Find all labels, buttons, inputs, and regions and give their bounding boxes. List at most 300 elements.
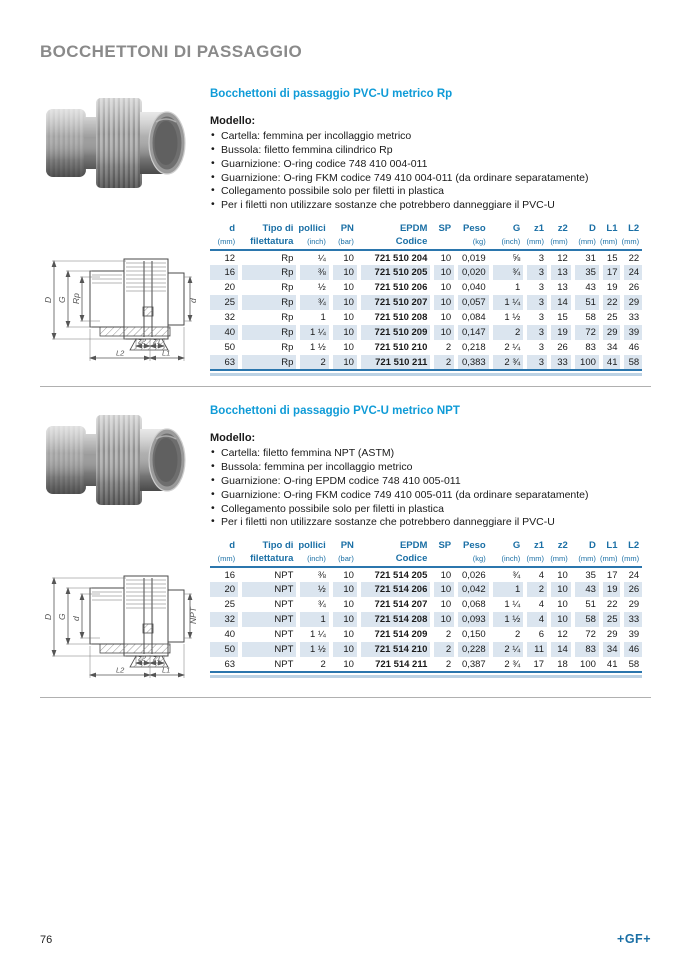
data-cell: 0,387 [454,657,489,672]
page-number: 76 [40,934,53,946]
data-cell: 2 [489,325,524,340]
data-cell: 33 [620,612,642,627]
article-code-cell: 721 514 209 [374,629,428,641]
dim-label-D: D [43,614,53,621]
column-subheader [430,552,454,567]
data-cell: ¼ [317,252,326,264]
data-cell: 0,040 [461,282,486,294]
column-subheader: (bar) [329,552,357,567]
data-cell: 15 [557,312,568,324]
article-code-cell: 721 510 206 [374,282,428,294]
column-subheader: (mm) [210,552,238,567]
column-subheader: (inch) [296,235,328,250]
column-subheader: (mm) [523,235,547,250]
data-cell: 1 [296,612,328,627]
table-row [210,280,642,295]
data-cell: 2 ¾ [489,355,524,370]
data-cell: 3 [523,265,547,280]
data-cell: 1 ½ [504,312,521,324]
data-cell: 0,020 [454,265,489,280]
data-cell: 1 ½ [296,642,328,657]
column-header: PN [340,223,354,235]
data-cell: 2 ¼ [504,342,521,354]
table-row [210,657,642,672]
column-header: L2 [628,223,640,235]
data-cell: 3 [538,252,545,264]
data-cell: 3 [523,325,547,340]
data-cell: 63 [210,657,238,672]
column-subheader: (mm) [620,235,642,250]
data-cell: Rp [238,265,296,280]
column-header: d [229,540,236,552]
section-npt-content [210,399,651,678]
table-row [210,295,642,310]
column-subheader [430,235,454,250]
column-header: Tipo di [262,540,294,552]
column-header: L2 [628,540,640,552]
bullet-item: • Bussola: femmina per incollaggio metrico [210,461,651,475]
data-cell: 10 [343,342,354,354]
data-cell: 29 [628,599,640,611]
article-code-cell: 721 514 211 [357,657,430,672]
data-cell: 46 [620,642,642,657]
data-cell: 10 [329,295,357,310]
data-cell: 3 [538,312,545,324]
page-footer [40,932,651,946]
spec-table-wrap [210,222,642,376]
article-code-cell: 721 514 208 [357,612,430,627]
data-cell: 0,019 [461,252,486,264]
data-cell: NPT [238,612,296,627]
table-row [210,612,642,627]
data-cell: 10 [430,295,454,310]
bullet-item: • Per i filetti non utilizzare sostanze che potrebbero danneggiare il PVC-U [210,516,651,530]
bullet-item: • Guarnizione: O-ring EPDM codice 748 410 005-011 [210,475,651,489]
data-cell: ⅜ [317,569,326,581]
data-cell: 2 [445,342,452,354]
data-cell: 58 [620,657,642,672]
data-cell: 0,218 [461,342,486,354]
data-cell: 12 [557,629,568,641]
data-cell: 10 [343,252,354,264]
data-cell: 1 ½ [309,342,326,354]
data-cell: 0,026 [461,569,486,581]
dim-label-G: G [57,613,67,621]
bullet-item: • Collegamento possibile solo per filetti in plastica [210,185,651,199]
data-cell: 24 [620,265,642,280]
column-subheader: (mm) [599,552,621,567]
data-cell: 0,150 [461,629,486,641]
data-cell: ¾ [296,295,328,310]
data-cell: 4 [538,569,545,581]
data-cell: 10 [440,599,452,611]
section-npt-figures [40,399,200,687]
column-header: D [589,223,596,235]
data-cell: 17 [599,265,621,280]
data-cell: Rp [281,282,294,294]
column-header: pollici [298,540,326,552]
table-row [210,582,642,597]
data-cell: 10 [329,582,357,597]
data-cell: NPT [238,582,296,597]
column-subheader: (inch) [296,552,328,567]
data-cell: 33 [628,312,640,324]
data-cell: 58 [585,312,596,324]
article-code-cell: 721 514 205 [374,569,428,581]
data-cell: 10 [440,569,452,581]
data-cell: 10 [430,265,454,280]
data-cell: NPT [274,569,294,581]
column-header: EPDM [399,540,428,552]
column-header: L1 [606,223,618,235]
column-subheader: (mm) [620,552,642,567]
data-cell: 26 [557,342,568,354]
model-label: Modello: [210,432,256,445]
data-cell: 72 [585,629,596,641]
data-cell: 12 [557,252,568,264]
data-cell: 10 [557,569,568,581]
article-code-cell: 721 510 204 [374,252,428,264]
data-cell: 43 [585,282,596,294]
column-subheader: (mm) [210,235,238,250]
data-cell: 16 [224,569,236,581]
dim-label-thread-right: NPT [188,607,198,625]
data-cell: 100 [571,657,599,672]
data-cell: 10 [440,252,452,264]
data-cell: 35 [571,265,599,280]
product-photo [40,82,192,204]
data-cell: 40 [224,629,236,641]
data-cell: 12 [224,252,236,264]
data-cell: 13 [547,265,571,280]
data-cell: 10 [430,325,454,340]
article-code-cell: 721 510 208 [374,312,428,324]
column-header: L1 [606,540,618,552]
data-cell: 26 [628,282,640,294]
data-cell: 0,383 [454,355,489,370]
data-cell: 29 [620,295,642,310]
data-cell: 25 [224,599,236,611]
data-cell: 3 [523,295,547,310]
dim-label-thread-left: d [71,616,81,622]
data-cell: 25 [599,612,621,627]
data-cell: 0,228 [454,642,489,657]
model-label: Modello: [210,115,256,127]
column-subheader: filettatura [238,235,296,250]
data-cell: ½ [296,582,328,597]
section-divider [40,386,651,387]
data-cell: 10 [329,657,357,672]
column-header: z2 [557,223,568,235]
dim-label-L1: L1 [162,348,171,358]
data-cell: 16 [210,265,238,280]
data-cell: 35 [585,569,596,581]
table-row [210,642,642,657]
column-subheader: (mm) [571,552,599,567]
column-subheader: (inch) [489,552,524,567]
data-cell: ⅜ [296,265,328,280]
data-cell: 63 [210,355,238,370]
data-cell: 40 [210,325,238,340]
data-cell: 58 [620,355,642,370]
table-row [210,355,642,370]
bullet-item: • Guarnizione: O-ring FKM codice 749 410 005-011 (da ordinare separatamente) [210,489,651,503]
data-cell: 22 [606,599,618,611]
data-cell: 83 [585,342,596,354]
data-cell: 2 ¾ [489,657,524,672]
data-cell: 1 ¼ [504,599,521,611]
data-cell: 10 [557,599,568,611]
dim-label-z2: z2 [138,653,146,663]
dim-label-z1: z1 [153,653,161,663]
data-cell: 2 [445,629,452,641]
article-code-cell: 721 514 207 [374,599,428,611]
data-cell: 83 [571,642,599,657]
table-row [210,325,642,340]
column-header: SP [438,223,452,235]
data-cell: 46 [628,342,640,354]
data-cell: 34 [599,642,621,657]
data-cell: 11 [523,642,547,657]
column-header: pollici [298,223,326,235]
column-subheader: (kg) [454,552,489,567]
data-cell: 25 [606,312,618,324]
data-cell: 10 [440,312,452,324]
data-cell: 13 [557,282,568,294]
data-cell: 1 ½ [489,612,524,627]
table-row [210,627,642,642]
gf-logo: +GF+ [617,932,651,946]
data-cell: 2 [430,355,454,370]
technical-drawing [40,534,198,682]
data-cell: 0,147 [454,325,489,340]
data-cell: 1 [489,582,524,597]
bullet-item: • Collegamento possibile solo per filetti in plastica [210,503,651,517]
data-cell: Rp [281,312,294,324]
column-header: D [589,540,596,552]
data-cell: 39 [620,325,642,340]
article-code-cell: 721 510 210 [374,342,428,354]
data-cell: ¾ [512,569,521,581]
product-photo [40,399,192,521]
table-row [210,265,642,280]
data-cell: 10 [329,265,357,280]
dim-label-G: G [57,296,67,303]
data-cell: 10 [343,312,354,324]
spec-table-rp [210,222,642,371]
data-cell: 2 [430,642,454,657]
data-cell: 10 [343,629,354,641]
table-row [210,310,642,325]
article-code-cell: 721 510 207 [357,295,430,310]
data-cell: 10 [343,282,354,294]
column-header: d [229,223,236,235]
data-cell: 14 [547,642,571,657]
column-header: z2 [557,540,568,552]
column-subheader: (mm) [547,235,571,250]
data-cell: 0,093 [454,612,489,627]
bullet-item: • Per i filetti non utilizzare sostanze che potrebbero danneggiare il PVC-U [210,199,651,213]
data-cell: 22 [599,295,621,310]
data-cell: 1 ¼ [489,295,524,310]
section-title: Bocchettoni di passaggio PVC-U metrico Rp [210,88,453,100]
data-cell: 51 [571,295,599,310]
data-cell: 32 [210,612,238,627]
column-subheader: (mm) [599,235,621,250]
data-cell: Rp [238,325,296,340]
data-cell: 31 [585,252,596,264]
data-cell: 20 [224,282,236,294]
table-row [210,340,642,355]
data-cell: 29 [599,325,621,340]
bullet-item: • Guarnizione: O-ring FKM codice 749 410 004-011 (da ordinare separatamente) [210,172,651,186]
data-cell: 6 [538,629,545,641]
data-cell: 50 [224,342,236,354]
column-header: G [512,540,521,552]
column-subheader: Codice [357,235,430,250]
data-cell: 34 [606,342,618,354]
data-cell: NPT [238,657,296,672]
data-cell: ⅝ [512,252,521,264]
data-cell: Rp [281,342,294,354]
data-cell: NPT [274,629,294,641]
column-subheader: (inch) [489,235,524,250]
data-cell: 100 [571,355,599,370]
data-cell: 19 [606,282,618,294]
data-cell: 26 [620,582,642,597]
dim-label-z2: z2 [138,336,146,346]
bullet-item: • Bussola: filetto femmina cilindrico Rp [210,144,651,158]
data-cell: 22 [628,252,640,264]
data-cell: 39 [628,629,640,641]
technical-drawing [40,217,198,365]
data-cell: 10 [430,582,454,597]
data-cell: 17 [606,569,618,581]
column-header: z1 [534,540,545,552]
spec-table-npt [210,539,642,673]
data-cell: ½ [317,282,326,294]
data-cell: Rp [238,355,296,370]
data-cell: 20 [210,582,238,597]
data-cell: 33 [547,355,571,370]
data-cell: 50 [210,642,238,657]
data-cell: NPT [274,599,294,611]
spec-table-wrap [210,539,642,678]
column-header: Peso [463,540,486,552]
data-cell: 10 [329,642,357,657]
table-row [210,597,642,612]
data-cell: 19 [599,582,621,597]
data-cell: ¾ [489,265,524,280]
table-row [210,567,642,582]
dim-label-D: D [43,296,53,303]
bullet-item: • Cartella: femmina per incollaggio metrico [210,130,651,144]
data-cell: 10 [430,612,454,627]
data-cell: 10 [329,325,357,340]
data-cell: 10 [329,355,357,370]
data-cell: 58 [571,612,599,627]
data-cell: 10 [343,599,354,611]
data-cell: 3 [538,282,545,294]
article-code-cell: 721 514 206 [357,582,430,597]
data-cell: Rp [281,252,294,264]
model-bullet-list [210,130,651,213]
data-cell: 1 [514,282,521,294]
data-cell: 2 [430,657,454,672]
column-header: z1 [534,223,545,235]
data-cell: 19 [547,325,571,340]
section-rp [40,82,651,376]
dim-label-z1: z1 [153,336,161,346]
table-row [210,250,642,265]
section-rp-figures [40,82,200,370]
data-cell: 0,042 [454,582,489,597]
column-subheader: (mm) [523,552,547,567]
data-cell: 24 [628,569,640,581]
data-cell: 2 [514,629,521,641]
dim-label-L2: L2 [116,348,125,358]
data-cell: 10 [343,569,354,581]
dim-label-L1: L1 [162,665,171,675]
data-cell: 2 [523,582,547,597]
data-cell: 3 [523,355,547,370]
article-code-cell: 721 510 209 [357,325,430,340]
dim-label-L2: L2 [116,665,125,675]
data-cell: NPT [238,642,296,657]
data-cell: 1 [320,312,326,324]
data-cell: 1 ¼ [309,629,326,641]
data-cell: 3 [538,342,545,354]
section-divider [40,697,651,698]
data-cell: 2 ¼ [489,642,524,657]
data-cell: 1 ¼ [296,325,328,340]
column-subheader: Codice [357,552,430,567]
model-bullet-list [210,447,651,530]
section-title: Bocchettoni di passaggio PVC-U metrico NPT [210,405,460,418]
section-rp-content [210,82,651,376]
data-cell: 10 [329,612,357,627]
data-cell: 72 [571,325,599,340]
column-subheader: (mm) [571,235,599,250]
column-subheader: (kg) [454,235,489,250]
column-subheader: filettatura [238,552,296,567]
data-cell: 0,068 [461,599,486,611]
data-cell: 32 [224,312,236,324]
column-header: PN [340,540,354,552]
data-cell: 0,057 [454,295,489,310]
data-cell: 41 [599,657,621,672]
article-code-cell: 721 510 205 [357,265,430,280]
bullet-item: • Guarnizione: O-ring codice 748 410 004-011 [210,158,651,172]
data-cell: 18 [547,657,571,672]
data-cell: 0,084 [461,312,486,324]
data-cell: 4 [523,612,547,627]
data-cell: ¾ [317,599,326,611]
dim-label-thread-right: d [188,298,198,303]
data-cell: 25 [210,295,238,310]
data-cell: 10 [440,282,452,294]
bullet-item: • Cartella: filetto femmina NPT (ASTM) [210,447,651,461]
dim-label-thread-left: Rp [71,293,81,304]
column-header: EPDM [399,223,428,235]
column-subheader: (mm) [547,552,571,567]
column-header: Peso [463,223,486,235]
data-cell: 41 [599,355,621,370]
page-title: BOCCHETTONI DI PASSAGGIO [40,42,303,61]
section-npt [40,399,651,687]
data-cell: 2 [296,657,328,672]
data-cell: 51 [585,599,596,611]
